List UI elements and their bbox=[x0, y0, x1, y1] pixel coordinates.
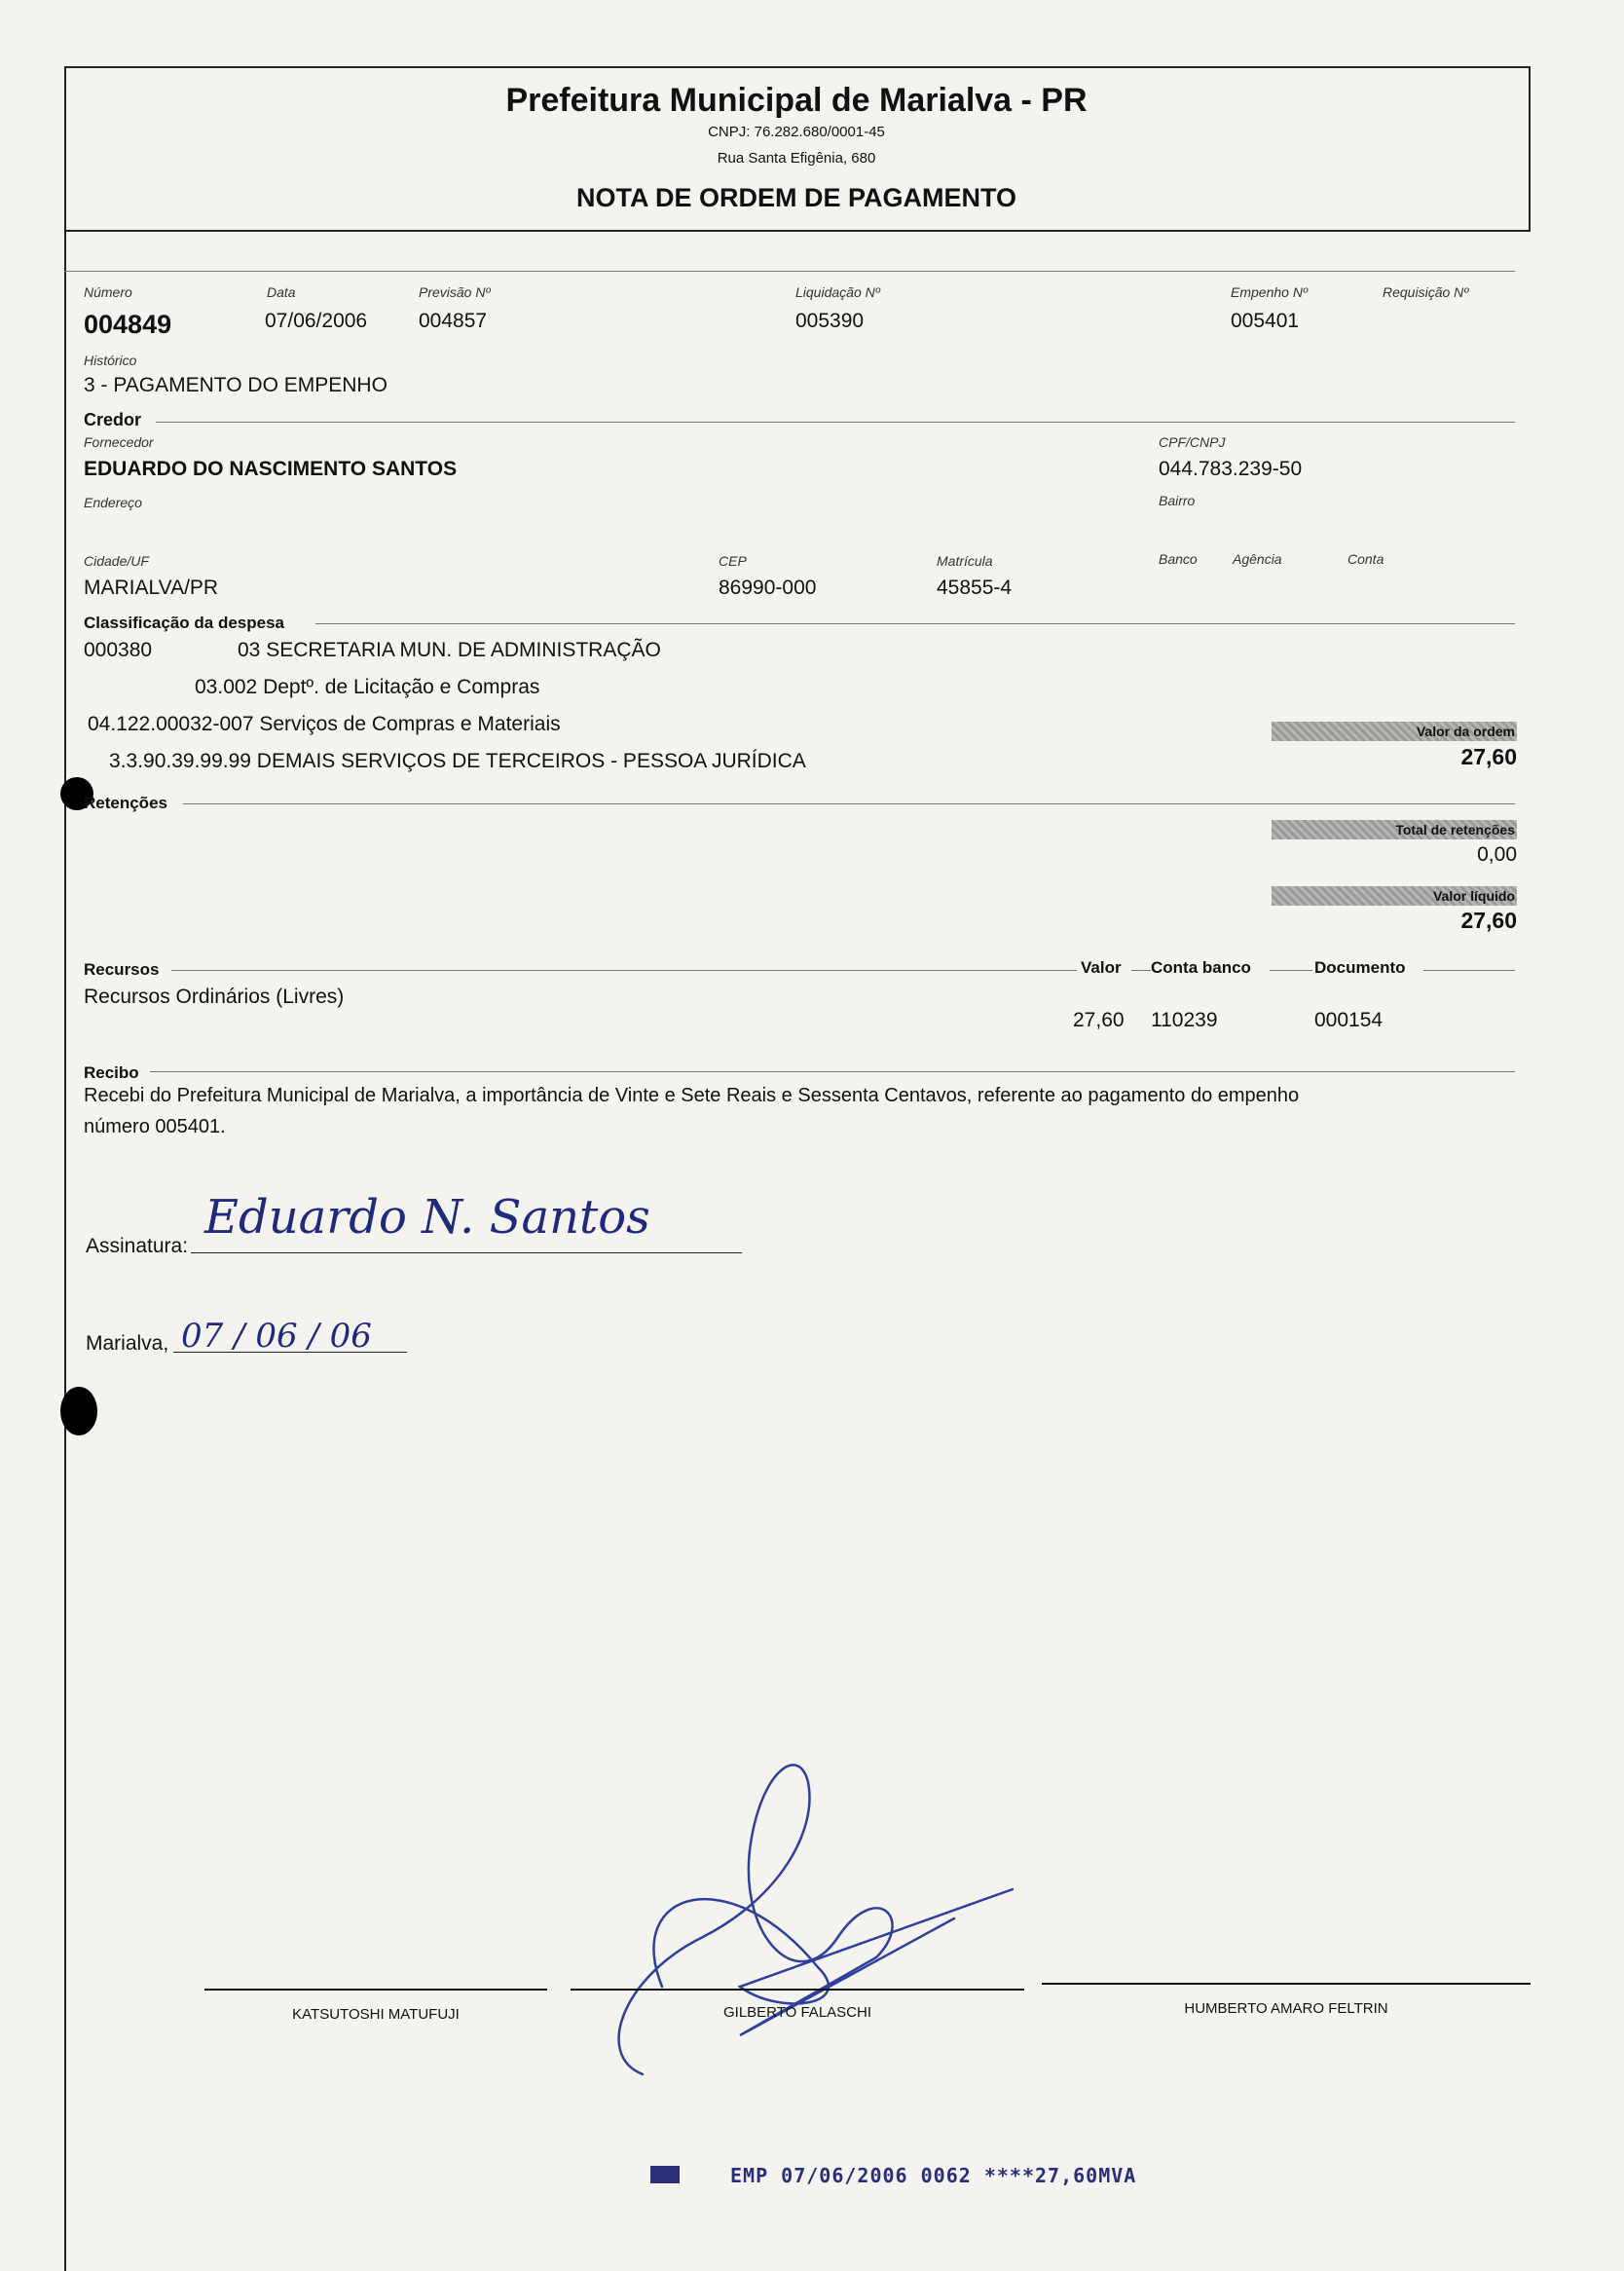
liquidacao-label: Liquidação Nº bbox=[795, 284, 880, 300]
recursos-documento: 000154 bbox=[1314, 1009, 1384, 1031]
frame-top-border bbox=[64, 66, 1531, 68]
signature-line-3 bbox=[1042, 1983, 1531, 1985]
conta-label: Conta bbox=[1347, 551, 1384, 567]
recursos-section-title: Recursos bbox=[84, 960, 160, 979]
classificacao-line3: 04.122.00032-007 Serviços de Compras e Materiais bbox=[88, 713, 561, 735]
handwritten-date: 07 / 06 / 06 bbox=[181, 1317, 372, 1356]
valor-ordem-value: 27,60 bbox=[1460, 744, 1517, 769]
signature-line-2 bbox=[571, 1989, 1024, 1991]
assinatura-label: Assinatura: bbox=[86, 1235, 189, 1257]
header-bottom-border bbox=[64, 230, 1531, 232]
recibo-text-line2: número 005401. bbox=[84, 1116, 226, 1137]
address-line: Rua Santa Efigênia, 680 bbox=[717, 150, 876, 167]
agencia-label: Agência bbox=[1233, 551, 1282, 567]
divider bbox=[171, 970, 1077, 971]
fornecedor-label: Fornecedor bbox=[84, 434, 154, 450]
historico-value: 3 - PAGAMENTO DO EMPENHO bbox=[84, 374, 388, 396]
payment-stamp: EMP 07/06/2006 0062 ****27,60MVA bbox=[730, 2164, 1137, 2187]
valor-ordem-label: Valor da ordem bbox=[1272, 722, 1517, 741]
fornecedor-value: EDUARDO DO NASCIMENTO SANTOS bbox=[84, 458, 458, 480]
stamp-logo-icon bbox=[650, 2166, 680, 2183]
previsao-value: 004857 bbox=[419, 310, 488, 332]
historico-label: Histórico bbox=[84, 353, 137, 368]
recursos-conta: 110239 bbox=[1151, 1009, 1218, 1031]
classificacao-line2: 03.002 Deptº. de Licitação e Compras bbox=[195, 676, 540, 698]
divider bbox=[150, 1071, 1515, 1072]
total-retencoes-label: Total de retenções bbox=[1272, 820, 1517, 839]
gilberto-signature-scribble bbox=[584, 1743, 1032, 2094]
cpf-label: CPF/CNPJ bbox=[1159, 434, 1226, 450]
signatory-1: KATSUTOSHI MATUFUJI bbox=[292, 2006, 460, 2023]
retencoes-section-title: Retenções bbox=[84, 794, 167, 812]
local-label: Marialva, bbox=[86, 1332, 169, 1355]
divider bbox=[1270, 970, 1312, 971]
classificacao-section-title: Classificação da despesa bbox=[84, 614, 285, 632]
data-value: 07/06/2006 bbox=[265, 310, 368, 332]
banco-label: Banco bbox=[1159, 551, 1198, 567]
divider bbox=[315, 623, 1515, 624]
cnpj-line: CNPJ: 76.282.680/0001-45 bbox=[708, 124, 885, 140]
previsao-label: Previsão Nº bbox=[419, 284, 491, 300]
bairro-label: Bairro bbox=[1159, 493, 1196, 508]
divider bbox=[156, 422, 1515, 423]
numero-value: 004849 bbox=[84, 310, 172, 339]
cpf-value: 044.783.239-50 bbox=[1159, 458, 1303, 480]
empenho-value: 005401 bbox=[1231, 310, 1300, 332]
requisicao-label: Requisição Nº bbox=[1383, 284, 1469, 300]
divider bbox=[64, 271, 1515, 272]
classificacao-line1: 03 SECRETARIA MUN. DE ADMINISTRAÇÃO bbox=[238, 639, 661, 661]
matricula-label: Matrícula bbox=[937, 553, 993, 569]
recibo-text-line1: Recebi do Prefeitura Municipal de Marialva, a importância de Vinte e Sete Reais e Sessenta Centavos, referente ao pagamento do empenho bbox=[84, 1085, 1300, 1106]
divider bbox=[1131, 970, 1151, 971]
recibo-section-title: Recibo bbox=[84, 1063, 139, 1082]
cep-value: 86990-000 bbox=[719, 577, 817, 599]
recursos-conta-label: Conta banco bbox=[1151, 958, 1251, 977]
handwritten-signature: Eduardo N. Santos bbox=[204, 1190, 650, 1245]
classificacao-code: 000380 bbox=[84, 639, 153, 661]
divider bbox=[1423, 970, 1515, 971]
recursos-documento-label: Documento bbox=[1314, 958, 1406, 977]
empenho-label: Empenho Nº bbox=[1231, 284, 1309, 300]
signature-line-1 bbox=[204, 1989, 547, 1991]
numero-label: Número bbox=[84, 284, 132, 300]
punch-hole bbox=[60, 1387, 97, 1435]
assinatura-line bbox=[191, 1252, 742, 1253]
valor-liquido-value: 27,60 bbox=[1460, 908, 1517, 933]
recursos-valor: 27,60 bbox=[1073, 1009, 1125, 1031]
classificacao-line4: 3.3.90.39.99.99 DEMAIS SERVIÇOS DE TERCEIROS - PESSOA JURÍDICA bbox=[109, 750, 806, 772]
credor-section-title: Credor bbox=[84, 410, 142, 429]
matricula-value: 45855-4 bbox=[937, 577, 1013, 599]
recursos-descricao: Recursos Ordinários (Livres) bbox=[84, 986, 345, 1008]
liquidacao-value: 005390 bbox=[795, 310, 865, 332]
cidade-label: Cidade/UF bbox=[84, 553, 149, 569]
divider bbox=[183, 803, 1515, 804]
recursos-valor-label: Valor bbox=[1081, 958, 1122, 977]
total-retencoes-value: 0,00 bbox=[1477, 843, 1517, 866]
frame-left-border bbox=[64, 66, 66, 2271]
cidade-value: MARIALVA/PR bbox=[84, 577, 219, 599]
endereco-label: Endereço bbox=[84, 495, 142, 510]
valor-liquido-label: Valor líquido bbox=[1272, 886, 1517, 906]
data-label: Data bbox=[267, 284, 296, 300]
signatory-2: GILBERTO FALASCHI bbox=[723, 2004, 871, 2021]
signatory-3: HUMBERTO AMARO FELTRIN bbox=[1184, 2000, 1388, 2017]
cep-label: CEP bbox=[719, 553, 747, 569]
document-title: NOTA DE ORDEM DE PAGAMENTO bbox=[575, 183, 1016, 212]
municipality-title: Prefeitura Municipal de Marialva - PR bbox=[505, 82, 1088, 119]
